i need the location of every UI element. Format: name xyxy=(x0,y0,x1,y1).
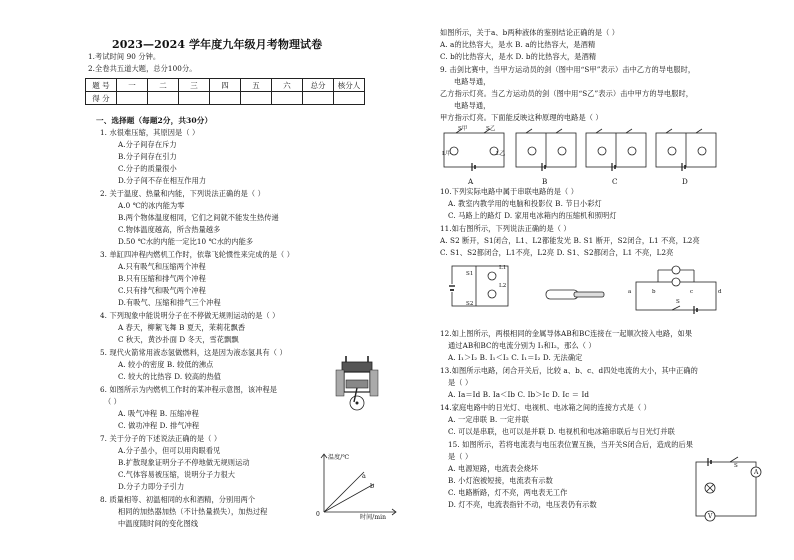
score-head-cell: 三 xyxy=(179,79,210,92)
option-text: C.物体温度越高，所含热量越多 xyxy=(118,225,221,234)
section-1-title: 一、选择题（每题2分，共30分） xyxy=(96,116,213,125)
option-text: D.有吸气、压缩和排气三个冲程 xyxy=(118,298,221,307)
question-text: 13.如图所示电路，闭合开关后，比较 a、b、c、d四处电流的大小，其中正确的 xyxy=(440,366,698,375)
option-text: A.0 ℃的冰内能为零 xyxy=(118,201,185,210)
option-text: D. 灯不亮，电流表指针不动，电压表仍有示数 xyxy=(448,500,597,509)
q11-label: S1 xyxy=(466,271,474,277)
fencing-circuit-c xyxy=(582,127,650,177)
option-text: A. 电源短路，电流表会烧坏 xyxy=(448,464,539,473)
score-head-cell: 题 号 xyxy=(86,79,117,92)
question-text: 2. 关于温度、热量和内能，下列说法正确的是（ ） xyxy=(100,189,265,198)
score-head-cell: 二 xyxy=(148,79,179,92)
q15-circuit xyxy=(688,452,768,528)
question-text: 通过AB和BC的电流分别为 I₁和I₂，那么（ ） xyxy=(448,341,596,350)
option-text: C.只有排气和吸气两个冲程 xyxy=(118,286,206,295)
question-text: 12.如上图所示，两根相同的金属导体AB和BC连接在一起顺次接入电路，如果 xyxy=(440,329,693,338)
option-text: C.气体容易被压缩，说明分子力很大 xyxy=(118,470,236,479)
question-text: 6. 如图所示为内燃机工作时的某冲程示意图，该冲程是 xyxy=(100,385,278,394)
circuit-lamp-label: L甲 xyxy=(442,151,452,157)
q13-circuit xyxy=(628,264,724,324)
question-text: 11.如右图所示，下列说法正确的是（ ） xyxy=(440,224,571,233)
question-text: 9. 击剑比赛中，当甲方运动员的剑（图中用“S甲”表示）击中乙方的导电服时， xyxy=(440,65,696,74)
question-text: 10.下列实际电路中属于串联电路的是（ ） xyxy=(440,187,579,196)
question-text: 电路导通， xyxy=(454,77,491,86)
q15-switch-label: S xyxy=(734,463,738,469)
option-text: D.分子力即分子引力 xyxy=(118,482,185,491)
question-text: 是（ ） xyxy=(448,378,473,387)
q11-label: L1 xyxy=(499,265,507,271)
circuit-letter: A xyxy=(468,177,474,186)
option-text: C. 马路上的路灯 D. 家用电冰箱内的压缩机和照明灯 xyxy=(448,211,617,220)
score-head-cell: 四 xyxy=(210,79,241,92)
node-label: b xyxy=(652,289,656,295)
question-text: 电路导通， xyxy=(454,101,491,110)
page-title: 2023—2024 学年度九年级月考物理试卷 xyxy=(112,38,323,51)
score-input-cell[interactable] xyxy=(241,92,272,105)
question-text: 7. 关于分子的下述说法正确的是（ ） xyxy=(100,434,222,443)
line-b xyxy=(324,484,374,512)
question-text: 3. 单缸四冲程内燃机工作时，依靠飞轮惯性来完成的是（ ） xyxy=(100,250,295,259)
option-text: A.分子间存在斥力 xyxy=(118,140,177,149)
option-text: C. 做功冲程 D. 排气冲程 xyxy=(118,421,200,430)
temp-axis-label: 温度/℃ xyxy=(328,454,350,461)
node-label: c xyxy=(690,289,694,295)
graph-label-a: a xyxy=(362,472,366,480)
score-input-cell[interactable] xyxy=(272,92,303,105)
circuit-switch-label: S乙 xyxy=(486,126,496,132)
score-head-cell: 五 xyxy=(241,79,272,92)
option-text: C. 较大的比热容 D. 较高的热值 xyxy=(118,372,222,381)
score-head-cell: 总分 xyxy=(303,79,334,92)
node-label: d xyxy=(718,289,722,295)
score-head-cell: 六 xyxy=(272,79,303,92)
score-head-cell: 一 xyxy=(117,79,148,92)
option-text: A. 教室内教学用的电脑和投影仪 B. 节日小彩灯 xyxy=(448,199,602,208)
option-text: A. S2 断开，S1闭合，L1、L2都能发光 B. S1 断开，S2闭合，L1 不亮，L2亮 xyxy=(440,236,700,245)
fencing-circuit-d xyxy=(652,127,720,177)
question-text: 甲方指示灯亮。下面能反映这种原理的电路是（ ） xyxy=(440,113,603,122)
temperature-time-graph xyxy=(318,452,398,522)
option-text: C.分子的质量很小 xyxy=(118,164,177,173)
circuit-letter: B xyxy=(542,177,548,186)
score-input-cell[interactable] xyxy=(334,92,365,105)
option-text: A. 较小的密度 B. 较低的沸点 xyxy=(118,360,214,369)
q11-label: L2 xyxy=(499,283,507,289)
voltmeter-label: V xyxy=(708,513,713,520)
score-row-label: 得 分 xyxy=(86,92,117,105)
circuit-switch-label: S甲 xyxy=(458,126,468,132)
question-text: 是（ ） xyxy=(448,452,473,461)
circuit-letter: D xyxy=(682,177,688,186)
option-text: B. 小灯泡被短接，电流表有示数 xyxy=(448,476,553,485)
node-label: a xyxy=(628,289,632,295)
switch-label: S xyxy=(676,299,680,305)
option-text: D.50 ℃水的内能一定比10 ℃水的内能多 xyxy=(118,237,254,246)
note-2: 2.全卷共五道大题，总分100分。 xyxy=(88,64,197,73)
option-text: A 春天，柳絮飞舞 B 夏天，茉莉花飘香 xyxy=(118,323,246,332)
question-text: 8. 质量相等、初温相同的水和酒精，分别用两个 xyxy=(100,495,256,504)
circuit-letter: C xyxy=(612,177,618,186)
fencing-circuit-b xyxy=(512,127,580,177)
score-input-cell[interactable] xyxy=(179,92,210,105)
question-text: 如图所示，关于a、b两种液体的鉴别结论正确的是（ ） xyxy=(440,28,620,37)
ammeter-label: A xyxy=(754,469,759,476)
right-column xyxy=(406,0,794,560)
option-text: B.两个物体温度相同，它们之间就不能发生热传递 xyxy=(118,213,279,222)
option-text: A. Ia＝Id B. Ia＜Ib C. Ib＞Ic D. Ic ＝ Id xyxy=(448,390,590,399)
option-text: A.分子虽小，但可以用肉眼看见 xyxy=(118,446,221,455)
option-text: A. I₁＞I₂ B. I₁＜I₂ C. I₁＝I₂ D. 无法确定 xyxy=(448,353,583,362)
option-text: C 秋天，黄沙扑面 D 冬天，雪花飘飘 xyxy=(118,335,239,344)
question-text: 1. 水很难压缩，其原因是（ ） xyxy=(100,128,200,137)
conductor-figure xyxy=(544,284,608,304)
question-text: 15. 如图所示，若将电流表与电压表位置互换，当开关S闭合后，造成的后果 xyxy=(448,440,694,449)
question-text: 乙方指示灯亮。当乙方运动员的剑（图中用“S乙”表示）击中甲方的导电服时， xyxy=(440,89,694,98)
option-text: C. S1、S2都闭合，L1不亮，L2亮 D. S1、S2都闭合，L1 不亮，L2亮 xyxy=(440,248,674,257)
option-text: B.分子间存在引力 xyxy=(118,152,177,161)
engine-diagram xyxy=(330,356,388,412)
score-input-cell[interactable] xyxy=(303,92,334,105)
graph-origin: 0 xyxy=(316,511,320,518)
note-1: 1.考试时间 90 分钟。 xyxy=(88,52,161,61)
line-a xyxy=(324,472,364,512)
option-text: B.只有压缩和排气两个冲程 xyxy=(118,274,206,283)
question-text: 中温度随时间的变化图线 xyxy=(118,519,199,528)
score-head-cell: 核分人 xyxy=(334,79,365,92)
graph-label-b: b xyxy=(370,482,375,490)
circuit-lamp-label: L乙 xyxy=(496,151,506,157)
score-input-cell[interactable] xyxy=(148,92,179,105)
time-axis-label: 时间/min xyxy=(360,514,387,521)
option-text: A. 吸气冲程 B. 压缩冲程 xyxy=(118,409,199,418)
score-table xyxy=(85,78,365,105)
q11-label: S2 xyxy=(466,301,474,307)
score-input-cell[interactable] xyxy=(117,92,148,105)
option-text: B.扩散现象证明分子不停地做无规则运动 xyxy=(118,458,250,467)
question-text: （ ） xyxy=(104,397,121,406)
question-text: 相同的加热器加热（不计热量损失），加热过程 xyxy=(118,507,268,516)
option-text: D.分子间不存在相互作用力 xyxy=(118,176,207,185)
score-input-cell[interactable] xyxy=(210,92,241,105)
option-text: A.只有吸气和压缩两个冲程 xyxy=(118,262,206,271)
option-text: C. 可以是串联，也可以是并联 D. 电视机和电冰箱串联后与日光灯并联 xyxy=(448,427,675,436)
option-text: A. a的比热容大，是水 B. a的比热容大，是酒精 xyxy=(440,40,596,49)
option-text: C. 电路断路，灯不亮，两电表无工作 xyxy=(448,488,568,497)
question-text: 5. 现代火箭常用液态氢做燃料，这是因为液态氢具有（ ） xyxy=(100,348,287,357)
question-text: 14.家庭电路中的日光灯、电视机、电冰箱之间的连接方式是（ ） xyxy=(440,403,651,412)
option-text: A. 一定串联 B. 一定并联 xyxy=(448,415,529,424)
option-text: C. b的比热容大，是水 D. b的比热容大，是酒精 xyxy=(440,52,597,61)
question-text: 4. 下列现象中能说明分子在不停做无规则运动的是（ ） xyxy=(100,311,280,320)
